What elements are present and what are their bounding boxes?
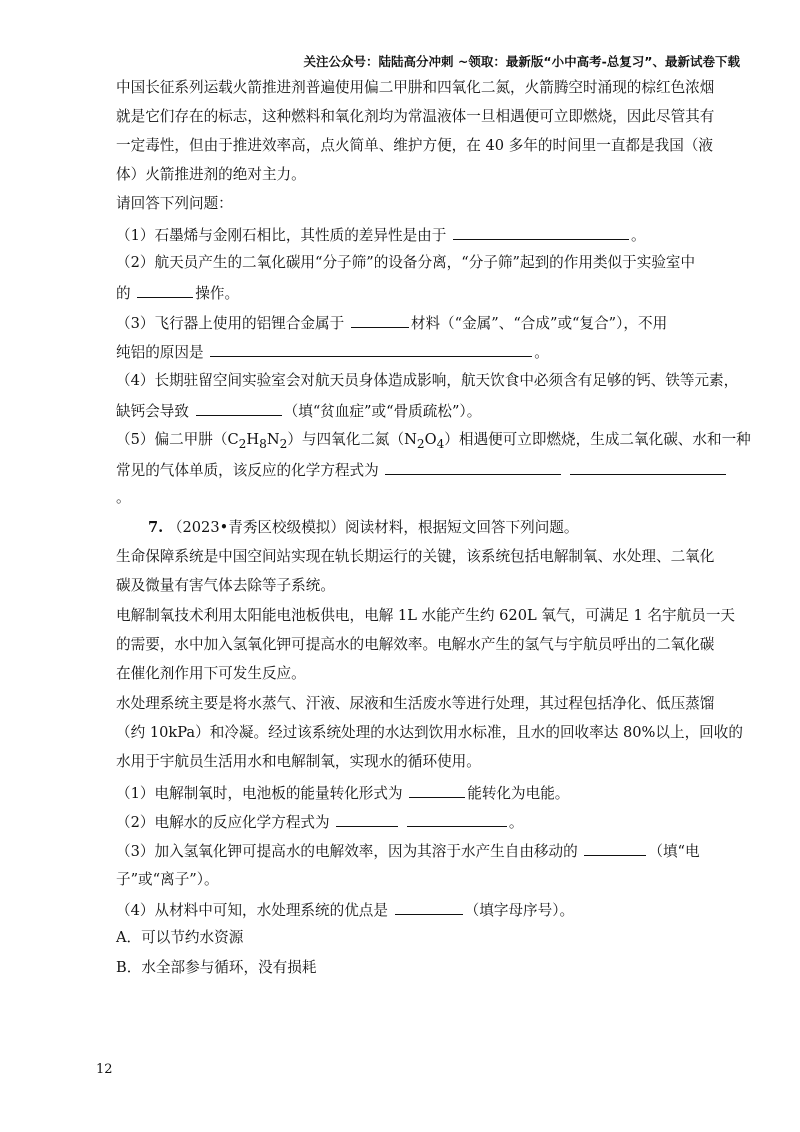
q7-material-line: 水处理系统主要是将水蒸气、汗液、尿液和生活废水等进行处理，其过程包括净化、低压蒸馏 [116,695,715,712]
q7-material-line: 的需要，水中加入氢氧化钾可提高水的电解效率。电解水产生的氢气与宇航员呼出的二氧化碳 [116,636,715,653]
formula-text: （5）偏二甲肼（C [116,431,239,448]
q7-part4-text: （4）从材料中可知，水处理系统的优点是 [116,902,388,919]
q7-part2-blank-b[interactable] [407,811,507,827]
question-number: 7. [148,519,164,536]
q6-part3-blank[interactable] [351,312,409,328]
subscript: 2 [238,436,247,451]
q6-part4-end: （填“贫血症”或“骨质疏松”）。 [283,403,482,420]
passage-line: 一定毒性，但由于推进效率高，点火简单、维护方便，在 40 多年的时间里一直都是我国（液 [116,137,714,154]
question-source: （2023•青秀区校级模拟）阅读材料，根据短文回答下列问题。 [167,519,579,536]
q7-material-line: 生命保障系统是中国空间站实现在轨长期运行的关键，该系统包括电解制氧、水处理、二氧化 [116,548,715,565]
subscript: 2 [279,436,288,451]
option-b[interactable]: B．水全部参与循环，没有损耗 [116,959,317,976]
passage-line: 体）火箭推进剂的绝对主力。 [116,166,306,183]
q7-part4 [116,899,574,921]
q7-part1-blank[interactable] [409,782,465,798]
formula-text: ）与四氧化二氮（N [287,431,417,448]
q7-part3-line2: 子”或“离子”）。 [116,871,219,888]
q6-part4-text: 缺钙会导致 [116,403,189,420]
prompt-text: 请回答下列问题： [116,195,233,212]
formula-text: ）相遇便可立即燃烧，生成二氧化碳、水和一种 [444,431,751,448]
q6-part2-end: 操作。 [195,285,240,302]
q6-part3-tail: 材料（“金属”、“合成”或“复合”），不用 [410,315,668,332]
page-number: 12 [96,1062,113,1077]
subscript: 2 [416,436,425,451]
q7-part3-tail: （填“电 [648,843,700,860]
q7-material-line: 碳及微量有害气体去除等子系统。 [116,577,335,594]
formula-text: N [266,431,280,448]
q7-material-line: 电解制氧技术利用太阳能电池板供电，电解 1L 水能产生约 620L 氧气，可满足 1 名宇航员一天 [116,607,736,624]
formula-text: O [424,431,437,448]
q7-part2-text: （2）电解水的反应化学方程式为 [116,814,330,831]
q6-part4-blank[interactable] [196,400,282,416]
page-header: 关注公众号：陆陆高分冲刺 ~领取：最新版“小中高考-总复习”、最新试卷下载 [303,54,740,69]
q7-part4-end: （填字母序号）。 [464,902,575,919]
q6-part1-text: （1）石墨烯与金刚石相比，其性质的差异性是由于 [116,227,447,244]
formula-text: H [246,431,260,448]
q6-part5-text: 常见的气体单质，该反应的化学方程式为 [116,462,379,479]
passage-line: 就是它们存在的标志，这种燃料和氧化剂均为常温液体一旦相遇便可立即燃烧，因此尽管其有 [116,108,715,125]
q7-part3-line1 [116,840,700,862]
q7-material-line: 水用于宇航员生活用水和电解制氧，实现水的循环使用。 [116,753,481,770]
q7-part1-text: （1）电解制氧时，电池板的能量转化形式为 [116,785,403,802]
q6-part2-line2 [116,282,239,304]
subscript: 4 [436,436,445,451]
q7-part3-blank[interactable] [584,840,646,856]
q6-part2-text: 的 [116,285,131,302]
q6-part4-line1: （4）长期驻留空间实验室会对航天员身体造成影响，航天饮食中必须含有足够的钙、铁等元素， [116,372,739,389]
q6-part5-blank-a[interactable] [385,459,561,475]
q6-part3-reason-blank[interactable] [210,341,532,357]
q6-part1-blank[interactable] [453,224,629,240]
q7-part2-end: 。 [508,814,524,831]
q7-part3-text: （3）加入氢氧化钾可提高水的电解效率，因为其溶于水产生自由移动的 [116,843,578,860]
q6-part3-line1 [116,312,667,334]
q7-part1-end: 能转化为电能。 [467,785,570,802]
q7-part2-blank-a[interactable] [336,811,398,827]
q6-part5-line1 [116,430,751,454]
q6-part3-end: 。 [534,344,549,361]
q6-part5-blank-b[interactable] [570,459,726,475]
q6-part1-end: 。 [631,227,646,244]
q6-part5-line2 [116,459,728,481]
q7-material-line: （约 10kPa）和冷凝。经过该系统处理的水达到饮用水标准，且水的回收率达 80%以上，回收的 [116,724,743,741]
q6-part2-line1: （2）航天员产生的二氧化碳用“分子筛”的设备分离，“分子筛”起到的作用类似于实验室中 [116,254,696,271]
q6-part3-line2 [116,341,549,363]
q7-heading [148,518,579,538]
q7-part4-blank[interactable] [395,899,463,915]
option-a[interactable]: A．可以节约水资源 [116,929,244,946]
passage-line: 中国长征系列运载火箭推进剂普遍使用偏二甲肼和四氧化二氮，火箭腾空时涌现的棕红色浓烟 [116,79,715,96]
q6-part1 [116,224,646,246]
q6-part2-blank[interactable] [137,282,193,298]
q7-material-line: 在催化剂作用下可发生反应。 [116,665,306,682]
q6-part3-text: （3）飞行器上使用的铝锂合金属于 [116,315,345,332]
q7-part1 [116,782,569,804]
q6-part3-reason: 纯铝的原因是 [116,344,204,361]
q6-part4-line2 [116,400,481,422]
q6-part5-end: 。 [116,489,131,506]
subscript: 8 [259,436,267,451]
q7-part2 [116,811,524,833]
